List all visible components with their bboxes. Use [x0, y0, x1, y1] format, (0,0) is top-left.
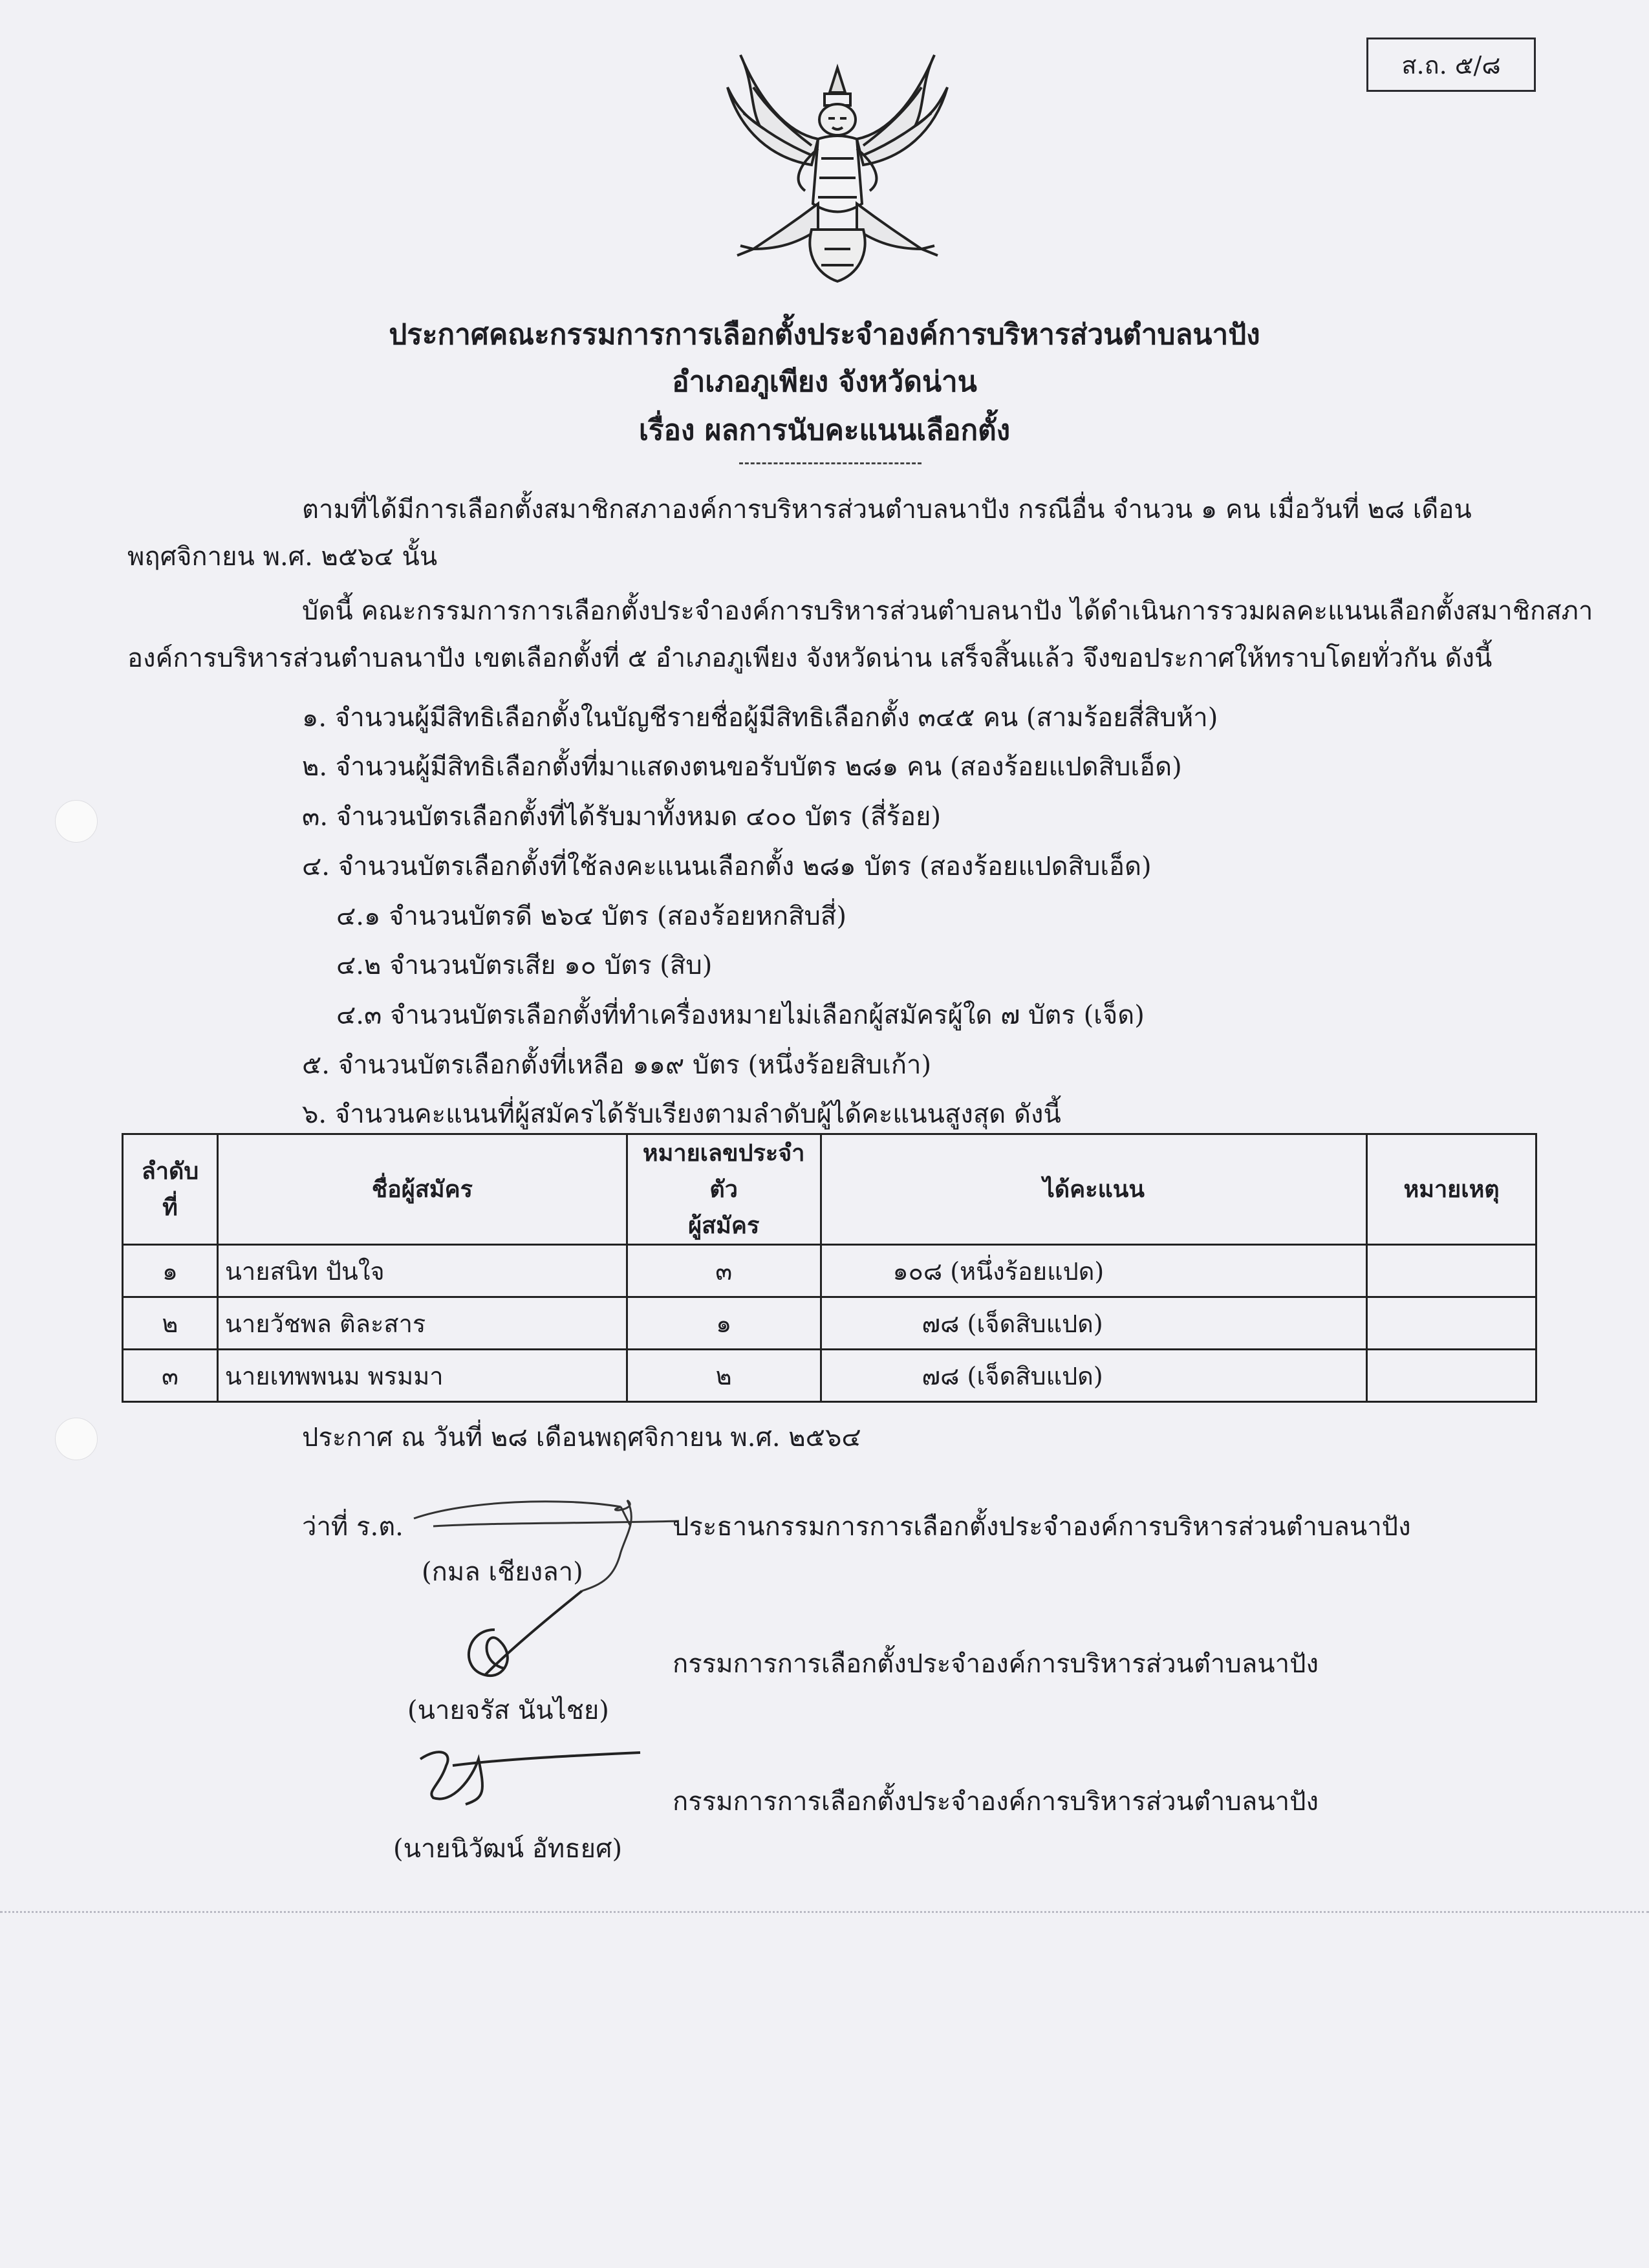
table-row: [123, 1350, 1536, 1402]
cell-score: ๗๘ (เจ็ดสิบแปด): [821, 1297, 1367, 1350]
form-code: ส.ถ. ๕/๘: [1401, 50, 1501, 80]
item-5: ๕. จำนวนบัตรเลือกตั้งที่เหลือ ๑๑๙ บัตร (หนึ่งร้อยสิบเก้า): [302, 1050, 932, 1080]
cell-number: ๓: [627, 1245, 821, 1297]
scan-divider: [0, 1911, 1649, 1913]
announcement-title: ประกาศคณะกรรมการการเลือกตั้งประจำองค์การบริหารส่วนตำบลนาปัง: [389, 318, 1260, 351]
signer-2-name: (นายจรัส นันไชย): [407, 1696, 609, 1725]
subject-title: เรื่อง ผลการนับคะแนนเลือกตั้ง: [638, 414, 1011, 447]
cell-order: ๒: [123, 1297, 218, 1350]
signer-2-position: กรรมการการเลือกตั้งประจำองค์การบริหารส่วนตำบลนาปัง: [673, 1649, 1319, 1679]
item-6: ๖. จำนวนคะแนนที่ผู้สมัครได้รับเรียงตามลำดับผู้ได้คะแนนสูงสุด ดังนี้: [302, 1099, 1061, 1129]
cell-name: นายสนิท ปันใจ: [217, 1245, 627, 1297]
signer-1-prefix: ว่าที่ ร.ต.: [302, 1512, 404, 1542]
title-divider: [739, 462, 921, 464]
para1-line1: ตามที่ได้มีการเลือกตั้งสมาชิกสภาองค์การบริหารส่วนตำบลนาปัง กรณีอื่น จำนวน ๑ คน เมื่อวันที่ ๒๘ เดือน: [302, 495, 1472, 524]
item-1: ๑. จำนวนผู้มีสิทธิเลือกตั้งในบัญชีรายชื่อผู้มีสิทธิเลือกตั้ง ๓๔๕ คน (สามร้อยสี่สิบห้า): [302, 703, 1218, 733]
item-4-1: ๔.๑ จำนวนบัตรดี ๒๖๔ บัตร (สองร้อยหกสิบสี่): [336, 902, 846, 931]
form-code-box: [1366, 38, 1536, 92]
district-province-title: อำเภอภูเพียง จังหวัดน่าน: [672, 365, 977, 398]
cell-number: ๑: [627, 1297, 821, 1350]
punch-hole: [55, 1418, 98, 1460]
cell-note: [1367, 1297, 1536, 1350]
table-header-row: [123, 1134, 1536, 1245]
cell-note: [1367, 1350, 1536, 1402]
header-name: ชื่อผู้สมัคร: [217, 1134, 627, 1245]
item-4: ๔. จำนวนบัตรเลือกตั้งที่ใช้ลงคะแนนเลือกตั้ง ๒๘๑ บัตร (สองร้อยแปดสิบเอ็ด): [302, 852, 1152, 881]
item-3: ๓. จำนวนบัตรเลือกตั้งที่ได้รับมาทั้งหมด ๔๐๐ บัตร (สี่ร้อย): [302, 802, 942, 832]
signer-3-name: (นายนิวัฒน์ อัทธยศ): [393, 1834, 623, 1864]
header-score: ได้คะแนน: [821, 1134, 1367, 1245]
table-row: [123, 1297, 1536, 1350]
cell-name: นายวัชพล ติละสาร: [217, 1297, 627, 1350]
garuda-emblem-icon: [715, 42, 960, 297]
signer-1-position: ประธานกรรมการการเลือกตั้งประจำองค์การบริหารส่วนตำบลนาปัง: [673, 1512, 1411, 1542]
signature-3-icon: [414, 1733, 647, 1811]
header-note: หมายเหตุ: [1367, 1134, 1536, 1245]
item-2: ๒. จำนวนผู้มีสิทธิเลือกตั้งที่มาแสดงตนขอรับบัตร ๒๘๑ คน (สองร้อยแปดสิบเอ็ด): [302, 752, 1182, 782]
table-row: [123, 1245, 1536, 1297]
cell-order: ๓: [123, 1350, 218, 1402]
cell-number: ๒: [627, 1350, 821, 1402]
cell-name: นายเทพพนม พรมมา: [217, 1350, 627, 1402]
signature-2-icon: [446, 1578, 614, 1694]
punch-hole: [55, 800, 98, 843]
announcement-date: ประกาศ ณ วันที่ ๒๘ เดือนพฤศจิกายน พ.ศ. ๒๕๖๔: [302, 1423, 861, 1453]
para2-line2: องค์การบริหารส่วนตำบลนาปัง เขตเลือกตั้งที่ ๕ อำเภอภูเพียง จังหวัดน่าน เสร็จสิ้นแล้ว จึงขอประกาศให้ทราบโดยทั่วกัน ดังนี้: [127, 643, 1493, 673]
cell-score: ๗๘ (เจ็ดสิบแปด): [821, 1350, 1367, 1402]
item-4-2: ๔.๒ จำนวนบัตรเสีย ๑๐ บัตร (สิบ): [336, 951, 713, 980]
cell-note: [1367, 1245, 1536, 1297]
header-order: ลำดับ ที่: [123, 1134, 218, 1245]
item-4-3: ๔.๓ จำนวนบัตรเลือกตั้งที่ทำเครื่องหมายไม่เลือกผู้สมัครผู้ใด ๗ บัตร (เจ็ด): [336, 1000, 1145, 1030]
signer-1-name: (กมล เชียงลา): [422, 1557, 583, 1587]
para1-line2: พฤศจิกายน พ.ศ. ๒๕๖๔ นั้น: [127, 542, 438, 572]
results-table: [122, 1133, 1537, 1403]
cell-score: ๑๐๘ (หนึ่งร้อยแปด): [821, 1245, 1367, 1297]
header-number: หมายเลขประจำตัว ผู้สมัคร: [627, 1134, 821, 1245]
cell-order: ๑: [123, 1245, 218, 1297]
para2-line1: บัดนี้ คณะกรรมการการเลือกตั้งประจำองค์การบริหารส่วนตำบลนาปัง ได้ดำเนินการรวมผลคะแนนเลือกตั้งสมาชิกสภา: [302, 596, 1593, 626]
signer-3-position: กรรมการการเลือกตั้งประจำองค์การบริหารส่วนตำบลนาปัง: [673, 1787, 1319, 1817]
